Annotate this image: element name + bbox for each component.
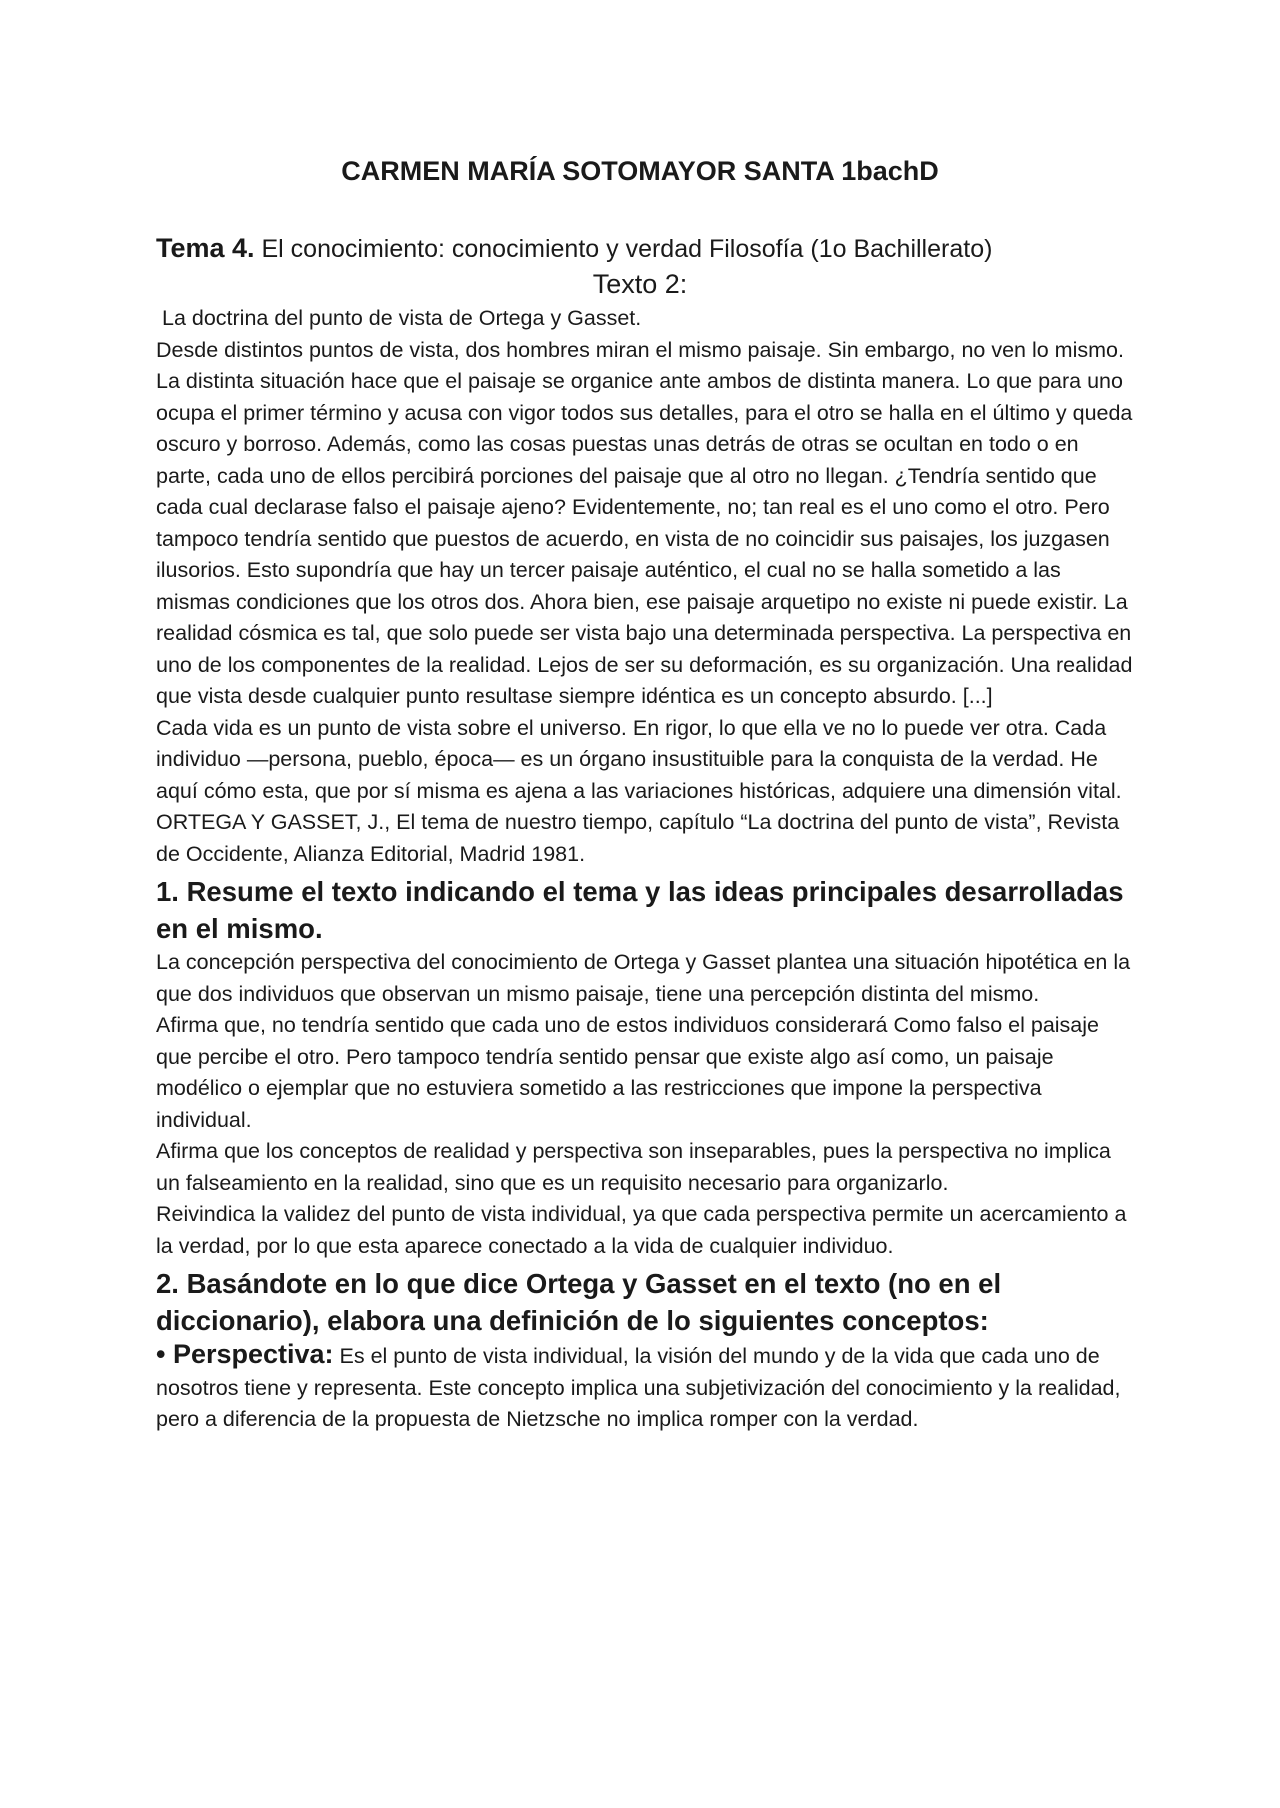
topic-text: El conocimiento: conocimiento y verdad Filosofía (1o Bachillerato) [254, 235, 993, 263]
text-heading: Texto 2: [592, 269, 688, 299]
document-body [156, 303, 1136, 1436]
document-title: CARMEN MARÍA SOTOMAYOR SANTA 1bachD [341, 156, 939, 186]
passage-paragraph-1: Desde distintos puntos de vista, dos hombres miran el mismo paisaje. Sin embargo, no ven lo mismo. La distinta situación hace que el paisaje se organice ante ambos de distinta manera. Lo que para uno ocupa el primer término y acusa con vigor todos sus detalles, para el otro se halla en el último y queda oscuro y borroso. Además, como las cosas puestas unas detrás de otras se ocultan en todo o en parte, cada uno de ellos percibirá porciones del paisaje que al otro no llegan. ¿Tendría sentido que cada cual declarase falso el paisaje ajeno? Evidentemente, no; tan real es el uno como el otro. Pero tampoco tendría sentido que puestos de acuerdo, en vista de no coincidir sus paisajes, los juzgasen ilusorios. Esto supondría que hay un tercer paisaje auténtico, el cual no se halla sometido a las mismas condiciones que los otros dos. Ahora bien, ese paisaje arquetipo no existe ni puede existir. La realidad cósmica es tal, que solo puede ser vista bajo una determinada perspectiva. La perspectiva en uno de los componentes de la realidad. Lejos de ser su deformación, es su organización. Una realidad que vista desde cualquier punto resultase siempre idéntica es un concepto absurdo. [...] [156, 337, 1133, 708]
bullet-term: • Perspectiva: [156, 1339, 334, 1369]
topic-label: Tema 4. [156, 233, 255, 263]
answer-1-paragraph: Reivindica la validez del punto de vista individual, ya que cada perspectiva permite un acercamiento a la verdad, por lo que esta aparece conectado a la vida de cualquier individuo. [156, 1202, 1127, 1258]
passage-paragraph-2: Cada vida es un punto de vista sobre el universo. En rigor, lo que ella ve no lo puede ver otra. Cada individuo —persona, pueblo, época— es un órgano insustituible para la conquista de la verdad. He aquí cómo esta, que por sí misma es ajena a las variaciones históricas, adquiere una dimensión vital. [156, 715, 1122, 803]
answer-1-paragraph: Afirma que los conceptos de realidad y perspectiva son inseparables, pues la perspectiva no implica un falseamiento en la realidad, sino que es un requisito necesario para organizarlo. [156, 1139, 1111, 1195]
question-1-heading: 1. Resume el texto indicando el tema y las ideas principales desarrolladas en el mismo. [156, 876, 1124, 944]
bullet-definition-item [156, 1339, 1136, 1436]
doctrine-title: La doctrina del punto de vista de Ortega y Gasset. [162, 306, 642, 330]
topic-line [156, 231, 992, 266]
question-2-heading: 2. Basándote en lo que dice Ortega y Gasset en el texto (no en el diccionario), elabora una definición de lo siguientes conceptos: [156, 1268, 1002, 1336]
answer-1-paragraph: Afirma que, no tendría sentido que cada uno de estos individuos considerará Como falso el paisaje que percibe el otro. Pero tampoco tendría sentido pensar que existe algo así como, un paisaje modélico o ejemplar que no estuviera sometido a las restricciones que impone la perspectiva individual. [156, 1013, 1099, 1132]
bullet-definition: Es el punto de vista individual, la visión del mundo y de la vida que cada uno de nosotros tiene y representa. Este concepto implica una subjetivización del conocimiento y la realidad, pero a diferencia de la propuesta de Nietzsche no implica romper con la verdad. [156, 1344, 1121, 1431]
citation: ORTEGA Y GASSET, J., El tema de nuestro tiempo, capítulo “La doctrina del punto de vista”, Revista de Occidente, Alianza Editorial, Madrid 1981. [156, 810, 1120, 866]
answer-1-paragraph: La concepción perspectiva del conocimiento de Ortega y Gasset plantea una situación hipotética en la que dos individuos que observan un mismo paisaje, tiene una percepción distinta del mismo. [156, 950, 1131, 1006]
